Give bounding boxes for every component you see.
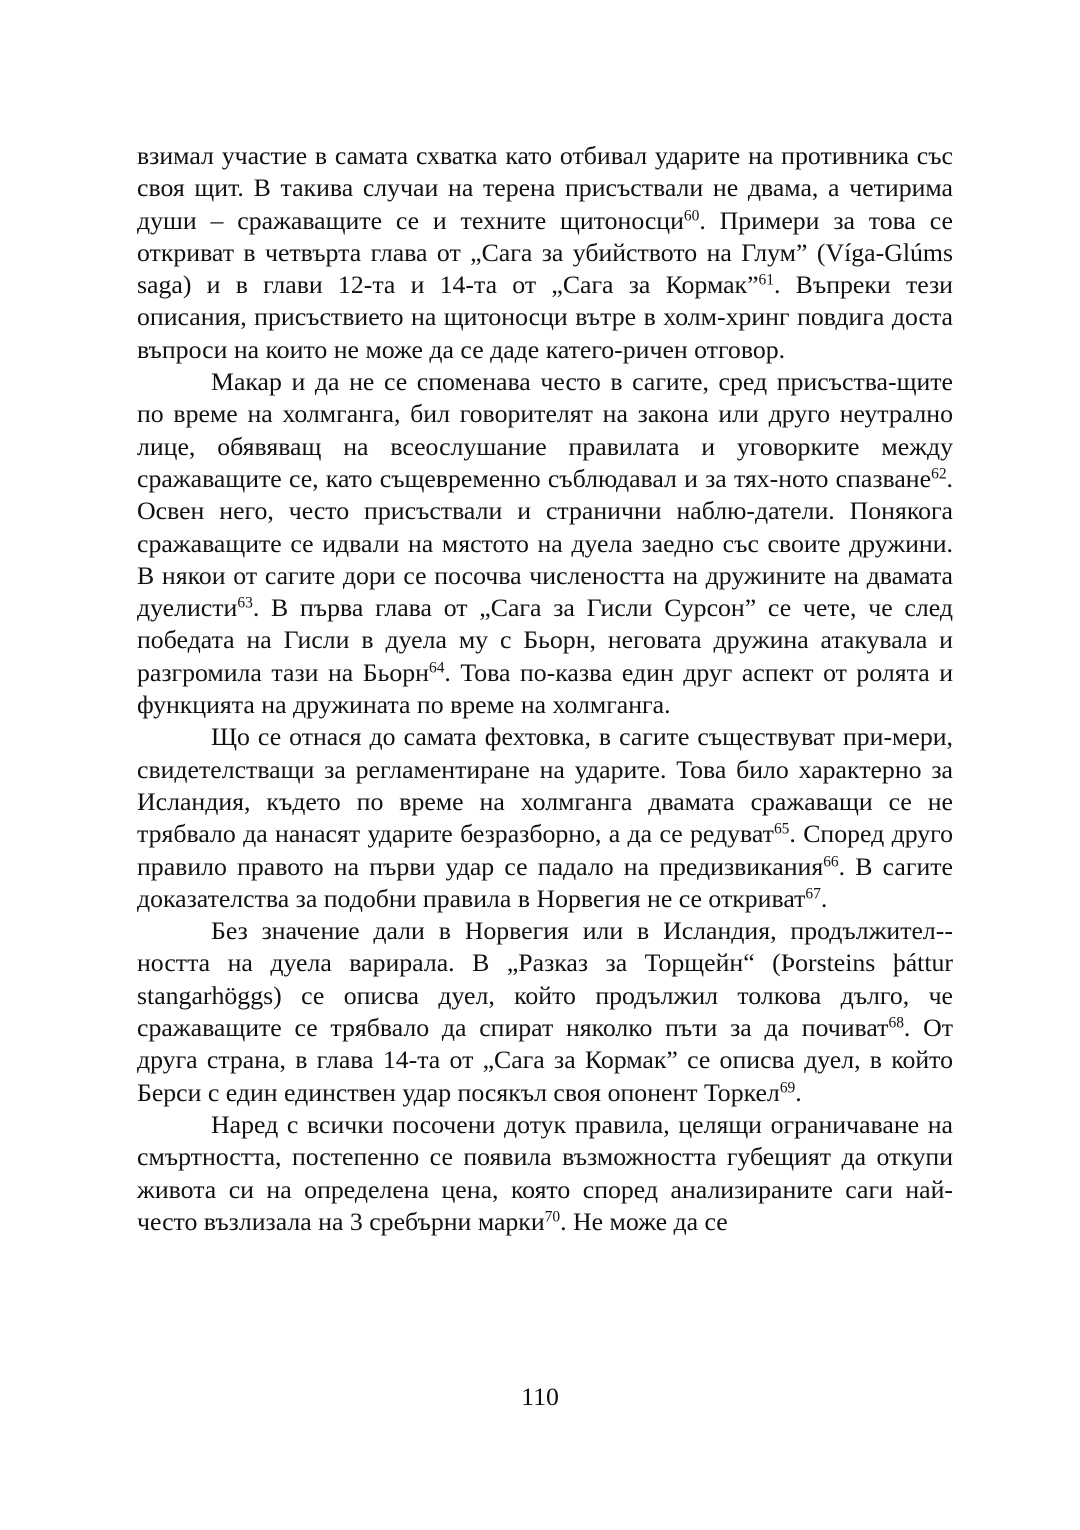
text-run: Макар и да не се споменава често в сагите, сред присъства-щите по време на холмганга, бил говорителят на закона или друго неутрално лице, обявяващ на всеослушание правилата и уговорките между сражаващите се, като същевременно съблюдавал и за тях-ното спазване bbox=[137, 367, 953, 493]
text-run: . В сагите доказателства за подобни правила в Норвегия не се откриват bbox=[137, 851, 953, 913]
footnote-ref: 64 bbox=[428, 659, 445, 677]
text-run: . Освен него, често присъствали и странични наблю-датели. Понякога сражаващите се идвали на мястото на дуела заедно със своите дружини. В някои от сагите дори се посочва числеността на дружините на двамата дуелисти bbox=[137, 463, 953, 623]
page-number: 110 bbox=[521, 1382, 559, 1411]
footnote-ref: 68 bbox=[888, 1014, 904, 1032]
text-run: . Примери за това се откриват в четвърта глава от „Сага за убийството на Глум” (Víga-Glúms saga) и в глави 12-та и 14-та от „Сага за Кормак” bbox=[137, 205, 953, 300]
text-run: . В първа глава от „Сага за Гисли Сурсон” се чете, че след победата на Гисли в дуела му с Бьорн, неговата дружина атакувала и разгромила тази на Бьорн bbox=[137, 593, 953, 687]
body-text bbox=[137, 140, 953, 1238]
text-run: Що се отнася до самата фехтовка, в сагите съществуват при-мери, свидетелстващи за регламентиране на ударите. Това било характерно за Исландия, където по време на холмганга двамата сражаващи се не трябвало да нанасят ударите безразборно, а да се редуват bbox=[137, 722, 953, 849]
text-run: Наред с всички посочени дотук правила, целящи ограничаване на смъртността, постепенно се появила възможността губещият да откупи живота си на определена цена, която според анализираните саги най-често възлизала на 3 сребърни марки bbox=[137, 1109, 953, 1236]
text-run: . Това по-казва един друг аспект от ролята и функцията на дружината по време на холмганга. bbox=[137, 657, 953, 720]
text-run: . Според друго правило правото на първи удар се падало на предизвикания bbox=[137, 819, 953, 881]
paragraph-5 bbox=[137, 1109, 953, 1238]
paragraph-4 bbox=[137, 915, 953, 1109]
footnote-ref: 62 bbox=[931, 465, 947, 483]
footnote-ref: 60 bbox=[683, 207, 700, 225]
footnote-ref: 63 bbox=[237, 594, 253, 612]
paragraph-3 bbox=[137, 721, 953, 915]
paragraph-1 bbox=[137, 140, 953, 366]
text-run: . bbox=[820, 883, 828, 913]
text-run: . bbox=[795, 1077, 802, 1107]
footnote-ref: 67 bbox=[805, 885, 821, 903]
text-run: . От друга страна, в глава 14-та от „Сага за Кормак” се описва дуел, в който Берси с един единствен удар посякъл своя опонент Торкел bbox=[137, 1013, 953, 1107]
footnote-ref: 70 bbox=[544, 1208, 561, 1226]
footnote-ref: 66 bbox=[823, 853, 839, 871]
text-run: . Въпреки тези описания, присъствието на щитоносци вътре в холм-хринг повдига доста въпроси на които не може да се даде катего-ричен отговор. bbox=[137, 270, 953, 364]
paragraph-2 bbox=[137, 366, 953, 721]
footnote-ref: 69 bbox=[779, 1079, 796, 1097]
footnote-ref: 65 bbox=[773, 820, 790, 838]
text-run: взимал участие в самата схватка като отбивал ударите на противника със своя щит. В такива случаи на терена присъствали не двама, а четирима души – сражаващите се и техните щитоносци bbox=[137, 141, 953, 235]
footnote-ref: 61 bbox=[758, 271, 774, 289]
text-run: Без значение дали в Норвегия или в Исландия, продължител-ността на дуела варирала. В „Разказ за Торщейн“ (Þorsteins þáttur stangarhöggs) се описва дуел, който продължил толкова дълго, че сражаващите се трябвало да спират няколко пъти за да почиват bbox=[137, 916, 953, 1043]
text-run: . Не може да се bbox=[560, 1206, 728, 1236]
